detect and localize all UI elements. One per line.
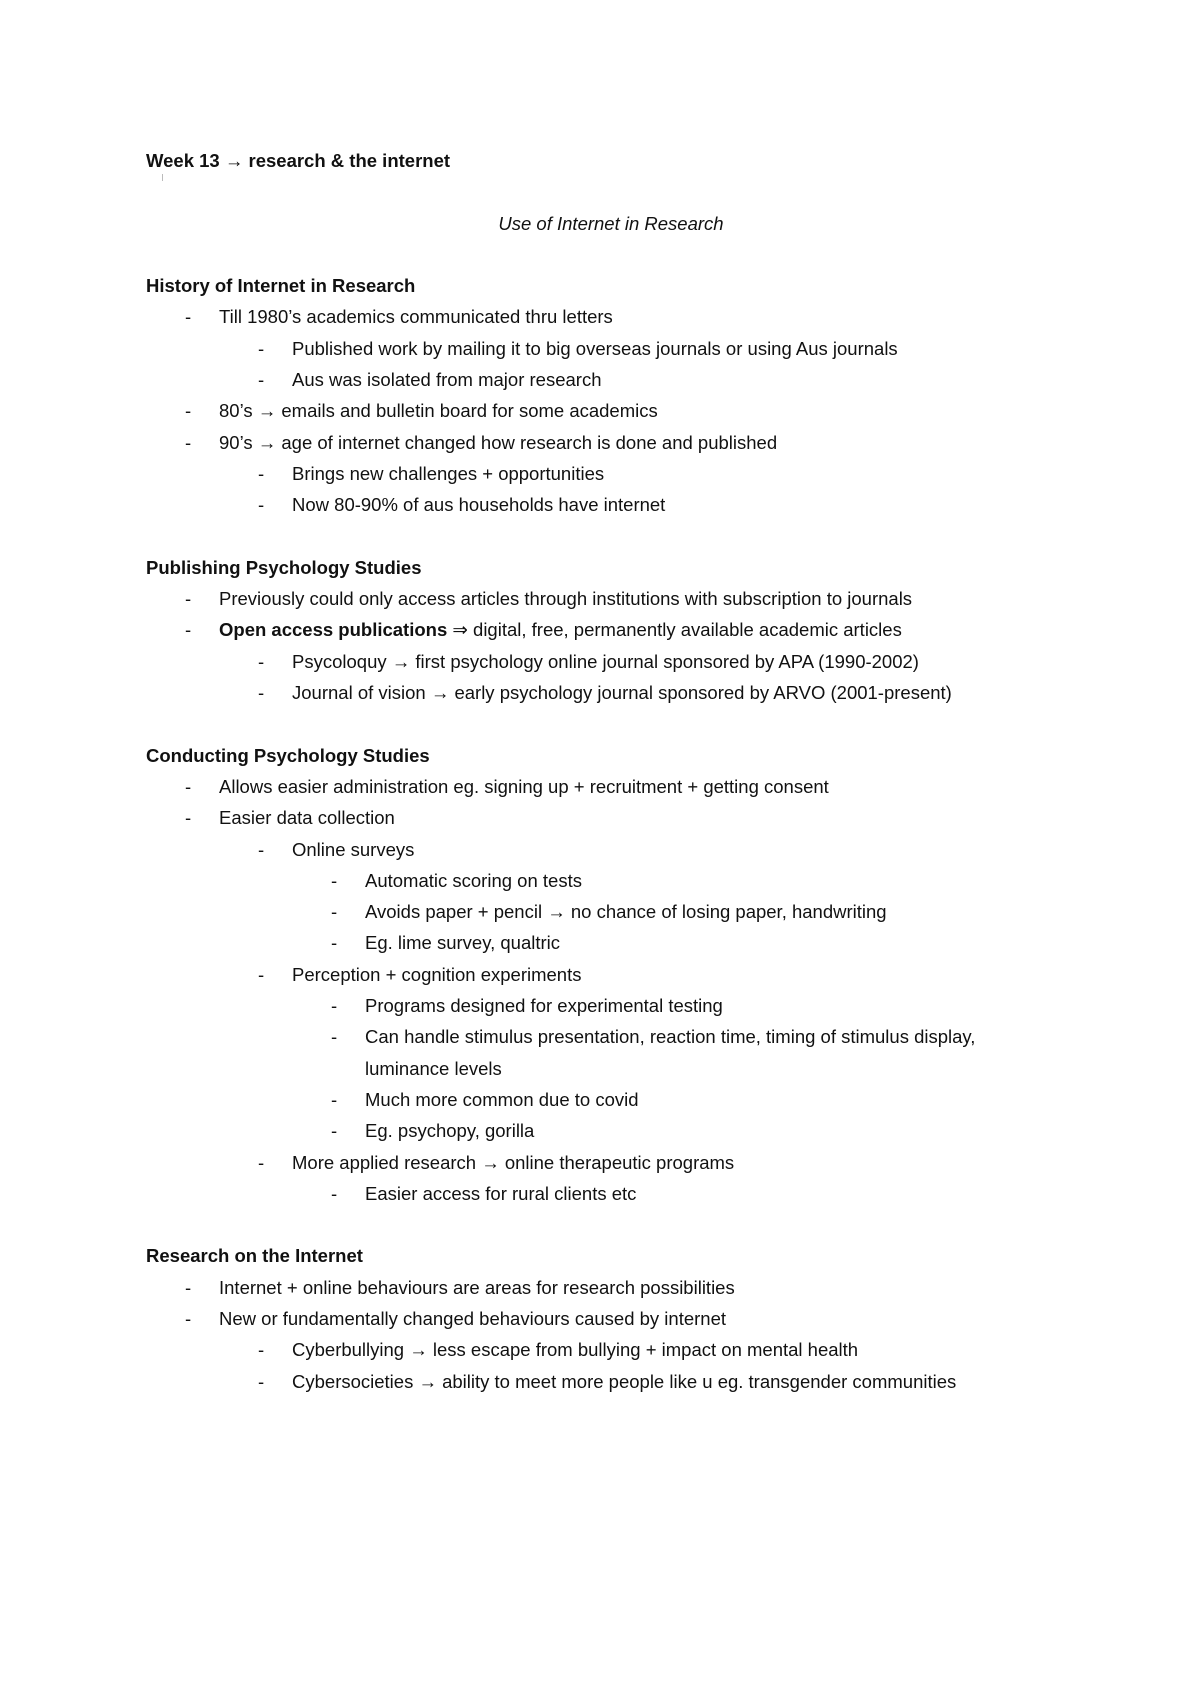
right-arrow-icon: →	[224, 150, 244, 171]
list-item: - Online surveys	[258, 838, 415, 860]
section-heading-conducting: Conducting Psychology Studies	[146, 744, 430, 766]
section-heading-publishing: Publishing Psychology Studies	[146, 556, 422, 578]
section-heading-research-on-internet: Research on the Internet	[146, 1245, 363, 1267]
list-item: - Published work by mailing it to big overseas journals or using Aus journals	[258, 337, 898, 359]
list-item: - Much more common due to covid	[331, 1088, 639, 1110]
list-item: - Easier access for rural clients etc	[331, 1182, 637, 1204]
list-item: - Journal of vision → early psychology journal sponsored by ARVO (2001-present)	[258, 682, 952, 704]
list-item: - Perception + cognition experiments	[258, 963, 582, 985]
list-item: - Open access publications ⇒ digital, free, permanently available academic articles	[185, 619, 902, 641]
document-body	[146, 145, 1076, 1397]
list-item-continuation: luminance levels	[365, 1057, 502, 1079]
list-item: - Now 80-90% of aus households have internet	[258, 494, 666, 516]
section-heading-history: History of Internet in Research	[146, 275, 416, 297]
list-item: - Eg. psychopy, gorilla	[331, 1120, 535, 1142]
list-item: - Psycoloquy → first psychology online journal sponsored by APA (1990-2002)	[258, 650, 919, 672]
list-item: - 80’s → emails and bulletin board for some academics	[185, 400, 658, 422]
open-access-term: Open access publications	[219, 619, 448, 641]
week-title	[146, 145, 1076, 176]
list-item: - More applied research → online therapeutic programs	[258, 1151, 735, 1173]
list-item: - Cyberbullying → less escape from bullying + impact on mental health	[258, 1339, 859, 1361]
list-item: - Eg. lime survey, qualtric	[331, 932, 560, 954]
list-item: - Easier data collection	[185, 807, 395, 829]
list-item: - Previously could only access articles through institutions with subscription to journals	[185, 588, 913, 610]
list-item: - Automatic scoring on tests	[331, 869, 582, 891]
week-title-suffix: research & the internet	[243, 150, 451, 171]
list-item: - Allows easier administration eg. signing up + recruitment + getting consent	[185, 775, 829, 797]
list-item: - Brings new challenges + opportunities	[258, 462, 605, 484]
list-item: - Can handle stimulus presentation, reaction time, timing of stimulus display,	[331, 1026, 976, 1048]
list-item: - Cybersocieties → ability to meet more people like u eg. transgender communities	[258, 1370, 957, 1392]
list-item: - 90’s → age of internet changed how research is done and published	[185, 431, 778, 453]
list-item: - Till 1980’s academics communicated thru letters	[185, 306, 613, 328]
list-item: - Programs designed for experimental testing	[331, 995, 723, 1017]
week-title-prefix: Week 13	[146, 150, 225, 171]
main-title: Use of Internet in Research	[498, 212, 724, 234]
list-item: - Internet + online behaviours are areas for research possibilities	[185, 1276, 735, 1298]
list-item: - Aus was isolated from major research	[258, 369, 602, 391]
list-item: - Avoids paper + pencil → no chance of losing paper, handwriting	[331, 901, 887, 923]
list-item: - New or fundamentally changed behaviours caused by internet	[185, 1307, 727, 1329]
